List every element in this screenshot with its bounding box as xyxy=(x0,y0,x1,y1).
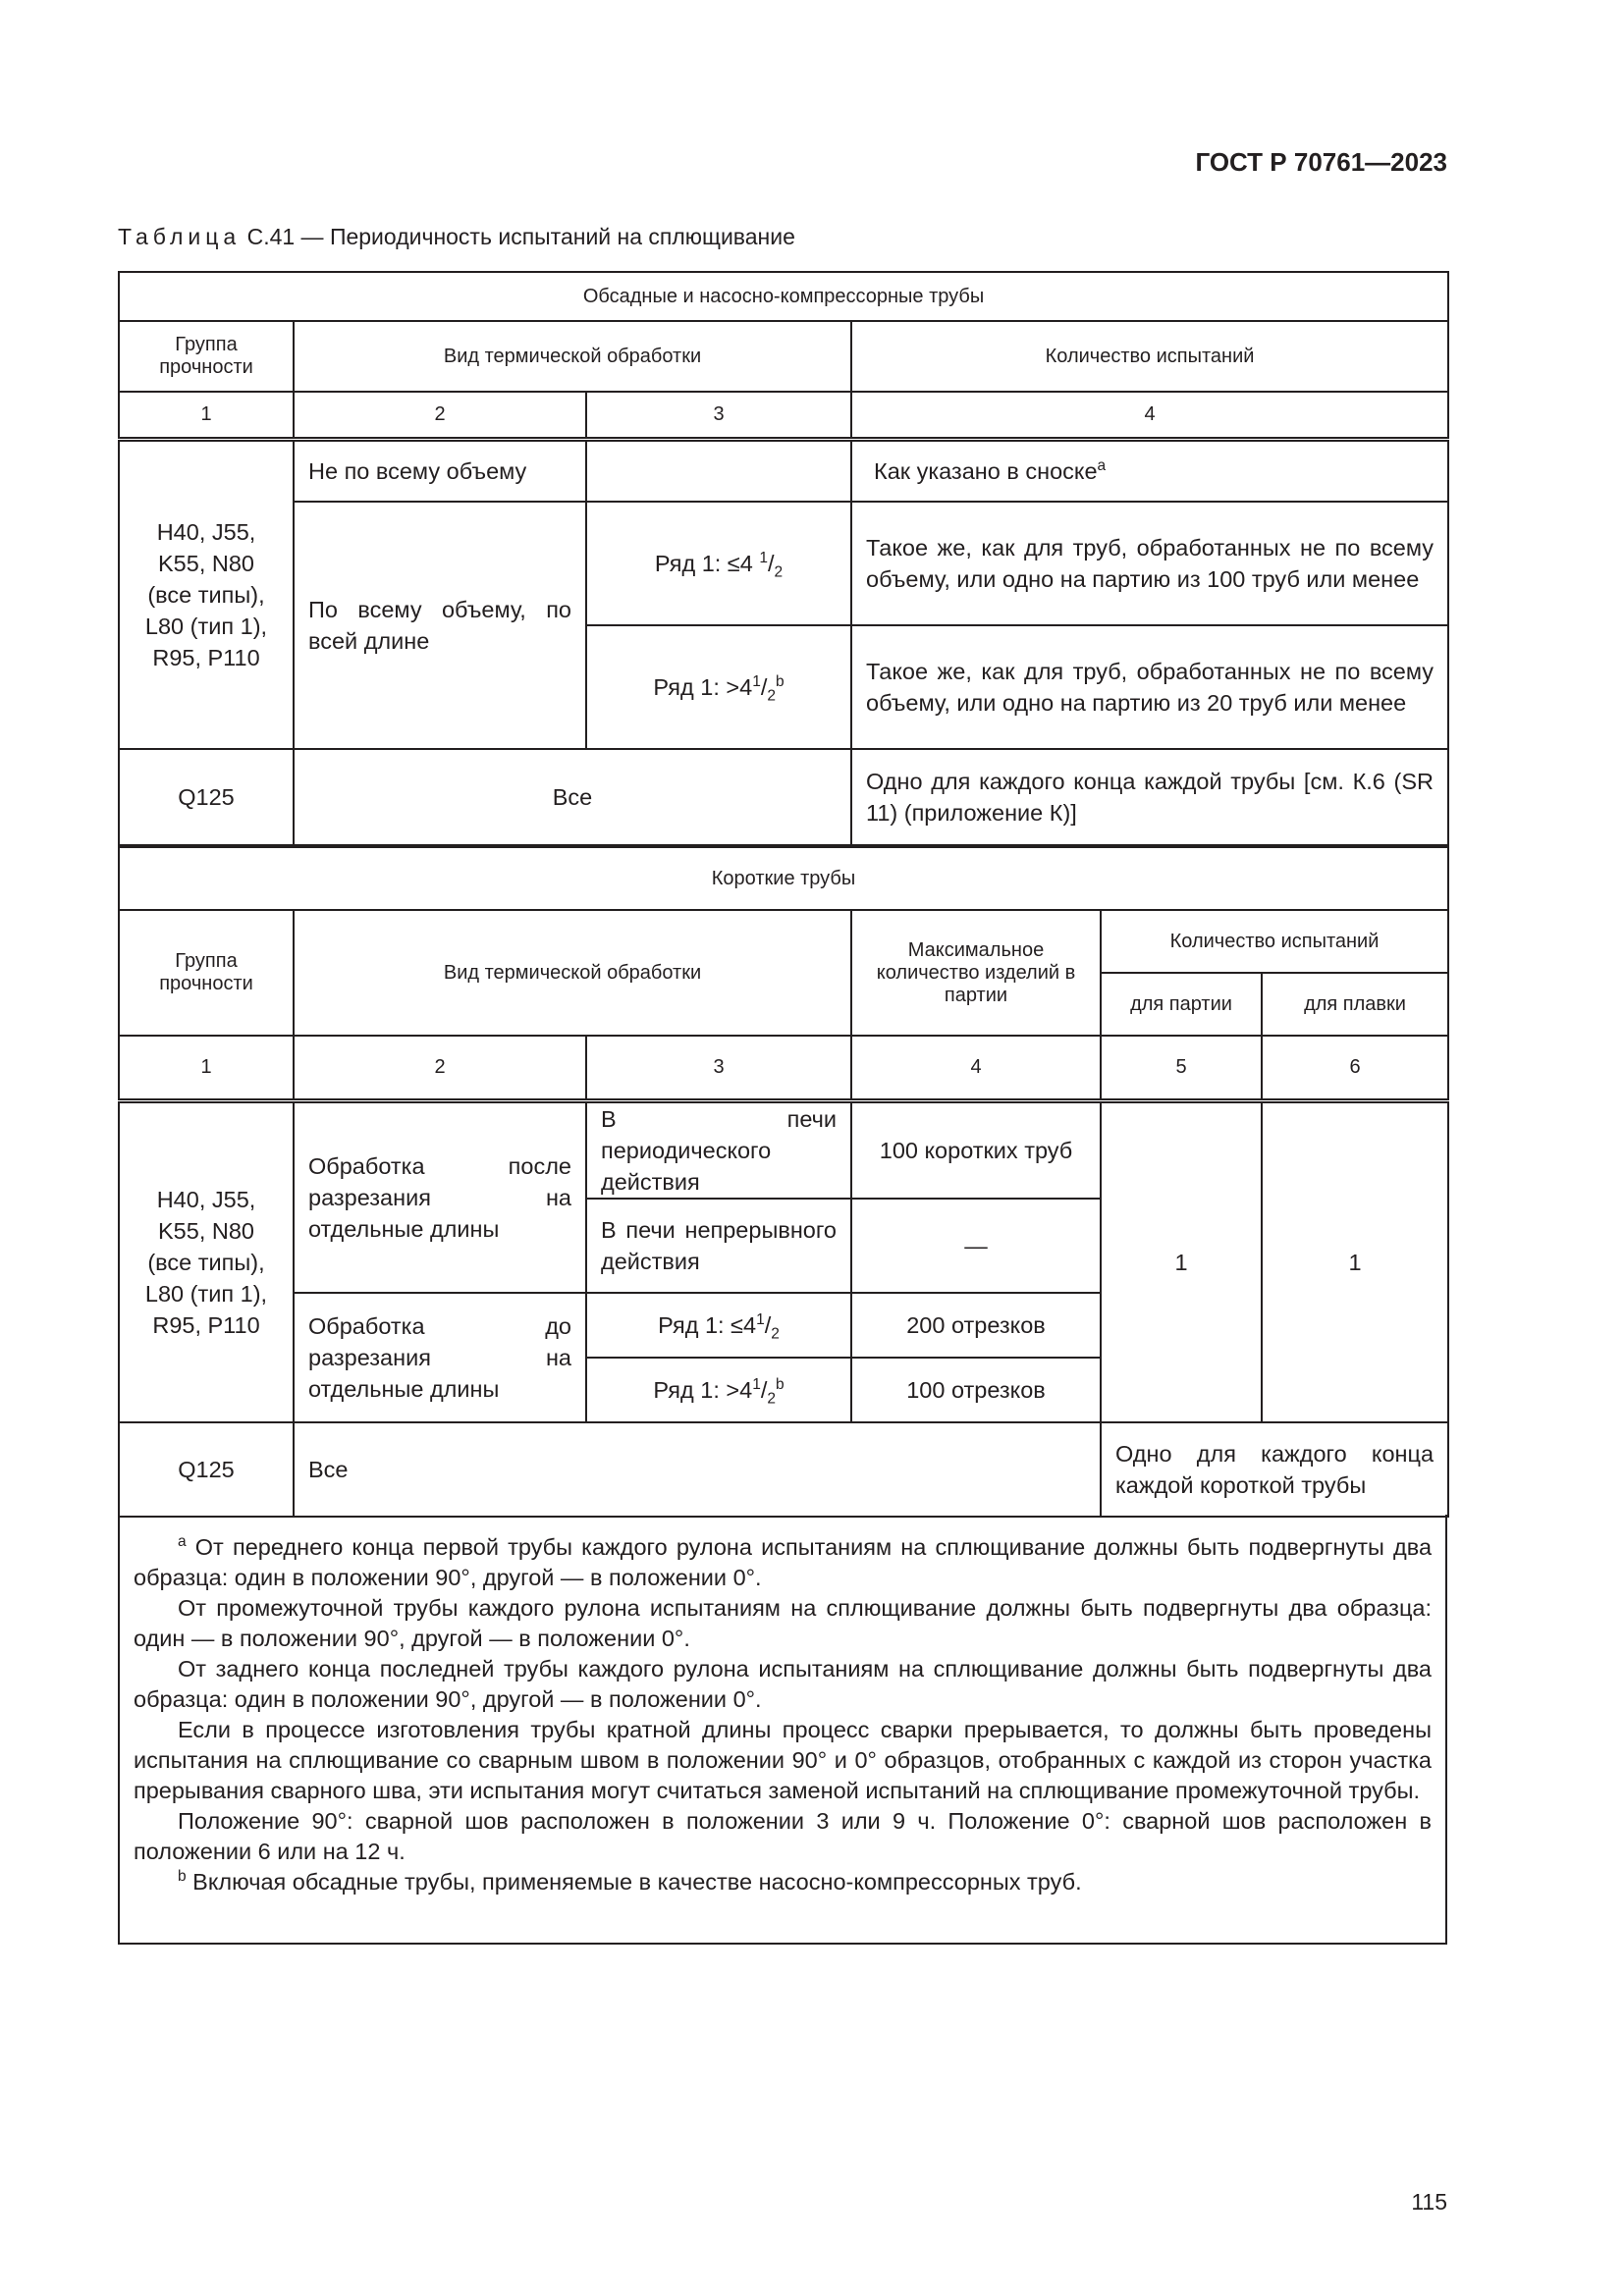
full-1-test-cell: Такое же, как для труб, обработанных не по всему объему, или одно на партию из 100 труб или менее xyxy=(851,502,1448,625)
footnotes-block xyxy=(118,1515,1447,1945)
strength-groups-cell: H40, J55, K55, N80 (все типы), L80 (тип 1), R95, P110 xyxy=(119,1100,294,1422)
frac-den: 2 xyxy=(767,1390,776,1408)
q125-all-cell: Все xyxy=(294,1422,1101,1517)
footnote-b-ref: b xyxy=(775,1375,785,1393)
header-max-count: Максимальное количество изделий в партии xyxy=(851,910,1101,1036)
frac-num: 1 xyxy=(759,550,768,567)
row2-count-cell: 100 отрезков xyxy=(851,1358,1101,1422)
batch-furnace-cell: В печи периодического действия xyxy=(586,1100,851,1199)
page-number: 115 xyxy=(1411,2189,1447,2215)
header-per-lot: для партии xyxy=(1101,973,1262,1036)
q125-test-cell: Одно для каждого конца каждой короткой трубы xyxy=(1101,1422,1448,1517)
col-number-1: 1 xyxy=(119,392,294,439)
row1-le-cell: Ряд 1: $\le 4^1/_2$ xyxy=(586,1293,851,1358)
footnote-a-p3: От заднего конца последней трубы каждого рулона испытаниям на сплющивание должны быть подвергнуты два образца: один в положении 90°, другой — в положении 0°. xyxy=(134,1656,1432,1712)
frac-den: 2 xyxy=(774,563,784,581)
section-title-short: Короткие трубы xyxy=(119,847,1448,910)
footnote-b-ref: b xyxy=(775,673,785,691)
before-cut-cell: Обработка до разрезания на отдельные длины xyxy=(294,1293,586,1422)
header-heat-treatment: Вид термической обработки xyxy=(294,321,851,392)
header-test-count: Количество испытаний xyxy=(851,321,1448,392)
empty-cell xyxy=(586,439,851,502)
as-footnote-text: Как указано в сноске xyxy=(874,457,1098,484)
row1-le-prefix: Ряд 1: ≤4 xyxy=(658,1311,757,1338)
table-caption xyxy=(118,224,795,250)
per-lot-value-cell: 1 xyxy=(1101,1100,1262,1422)
row1-gt-cell: Ряд 1: $>4^1/_2^b$ xyxy=(586,1358,851,1422)
row1-gt-prefix: Ряд 1: >4 xyxy=(653,1376,753,1403)
footnote-a-p1-text: От переднего конца первой трубы каждого рулона испытаниям на сплющивание должны быть подвергнуты два образца: один в положении 90°, другой — в положении 0°. xyxy=(134,1534,1433,1590)
col-number-6: 6 xyxy=(1262,1036,1448,1100)
footnote-a-p2: От промежуточной трубы каждого рулона испытаниям на сплющивание должны быть подвергнуты два образца: один — в положении 90°, другой — в положении 0°. xyxy=(134,1595,1432,1651)
header-per-heat: для плавки xyxy=(1262,973,1448,1036)
footnote-b xyxy=(134,1867,1432,1897)
col-number-1: 1 xyxy=(119,1036,294,1100)
table-caption-text: С.41 — Периодичность испытаний на сплющивание xyxy=(246,224,795,249)
footnote-a-p1 xyxy=(134,1532,1432,1593)
header-test-count: Количество испытаний xyxy=(1101,910,1448,973)
col-number-4: 4 xyxy=(851,1036,1101,1100)
col-number-4: 4 xyxy=(851,392,1448,439)
frac-num: 1 xyxy=(756,1310,765,1328)
col-number-2: 2 xyxy=(294,1036,586,1100)
footnote-a-p4: Если в процессе изготовления трубы кратной длины процесс сварки прерывается, то должны быть проведены испытания на сплющивание со сварным швом в положении 90° и 0° образцов, отобранных с каждой из сторон участка прерывания сварного шва, эти испытания могут считаться заменой испытаний на сплющивание промежуточной трубы. xyxy=(134,1717,1432,1803)
frac-num: 1 xyxy=(752,1375,761,1393)
cont-count-cell: — xyxy=(851,1199,1101,1293)
table-caption-label: Таблица xyxy=(118,224,242,249)
not-full-volume-cell: Не по всему объему xyxy=(294,439,586,502)
strength-groups-cell: H40, J55, K55, N80 (все типы), L80 (тип 1), R95, P110 xyxy=(119,439,294,749)
row1-le-prefix: Ряд 1: ≤4 xyxy=(654,551,760,576)
cont-furnace-cell: В печи непрерывного действия xyxy=(586,1199,851,1293)
short-pipes-table xyxy=(118,846,1449,1518)
header-heat-treatment: Вид термической обработки xyxy=(294,910,851,1036)
row1-gt-cell: Ряд 1: $>4^1/_2^b$ xyxy=(586,625,851,749)
full-volume-cell: По всему объему, по всей длине xyxy=(294,502,586,749)
section-title-casing: Обсадные и насосно-компрессорные трубы xyxy=(119,272,1448,321)
q125-group-cell: Q125 xyxy=(119,1422,294,1517)
document-code: ГОСТ Р 70761—2023 xyxy=(1195,147,1447,177)
after-cut-cell: Обработка после разрезания на отдельные длины xyxy=(294,1100,586,1293)
footnote-a-ref: a xyxy=(1097,456,1107,474)
frac-den: 2 xyxy=(767,687,776,705)
as-footnote-cell xyxy=(851,439,1448,502)
row1-count-cell: 200 отрезков xyxy=(851,1293,1101,1358)
q125-all-cell: Все xyxy=(294,749,851,845)
footnote-b-text: Включая обсадные трубы, применяемые в качестве насосно-компрессорных труб. xyxy=(192,1869,1082,1895)
footnote-b-mark: b xyxy=(178,1868,187,1886)
full-2-test-cell: Такое же, как для труб, обработанных не по всему объему, или одно на партию из 20 труб или менее xyxy=(851,625,1448,749)
q125-test-cell: Одно для каждого конца каждой трубы [см. К.6 (SR 11) (приложение К)] xyxy=(851,749,1448,845)
col-number-3: 3 xyxy=(586,392,851,439)
header-group: Группа прочности xyxy=(119,321,294,392)
footnote-a-p5: Положение 90°: сварной шов расположен в положении 3 или 9 ч. Положение 0°: сварной шов расположен в положении 6 или на 12 ч. xyxy=(134,1808,1432,1864)
col-number-5: 5 xyxy=(1101,1036,1262,1100)
frac-den: 2 xyxy=(771,1325,780,1343)
col-number-2: 2 xyxy=(294,392,586,439)
frac-num: 1 xyxy=(752,673,761,691)
q125-group-cell: Q125 xyxy=(119,749,294,845)
per-heat-value-cell: 1 xyxy=(1262,1100,1448,1422)
batch-count-cell: 100 коротких труб xyxy=(851,1100,1101,1199)
row1-le-cell: Ряд 1: ≤4 $^1/_2$ xyxy=(586,502,851,625)
row1-gt-prefix: Ряд 1: >4 xyxy=(653,674,753,700)
casing-tubing-table xyxy=(118,271,1449,846)
footnote-a-mark: a xyxy=(178,1533,187,1551)
col-number-3: 3 xyxy=(586,1036,851,1100)
header-group: Группа прочности xyxy=(119,910,294,1036)
